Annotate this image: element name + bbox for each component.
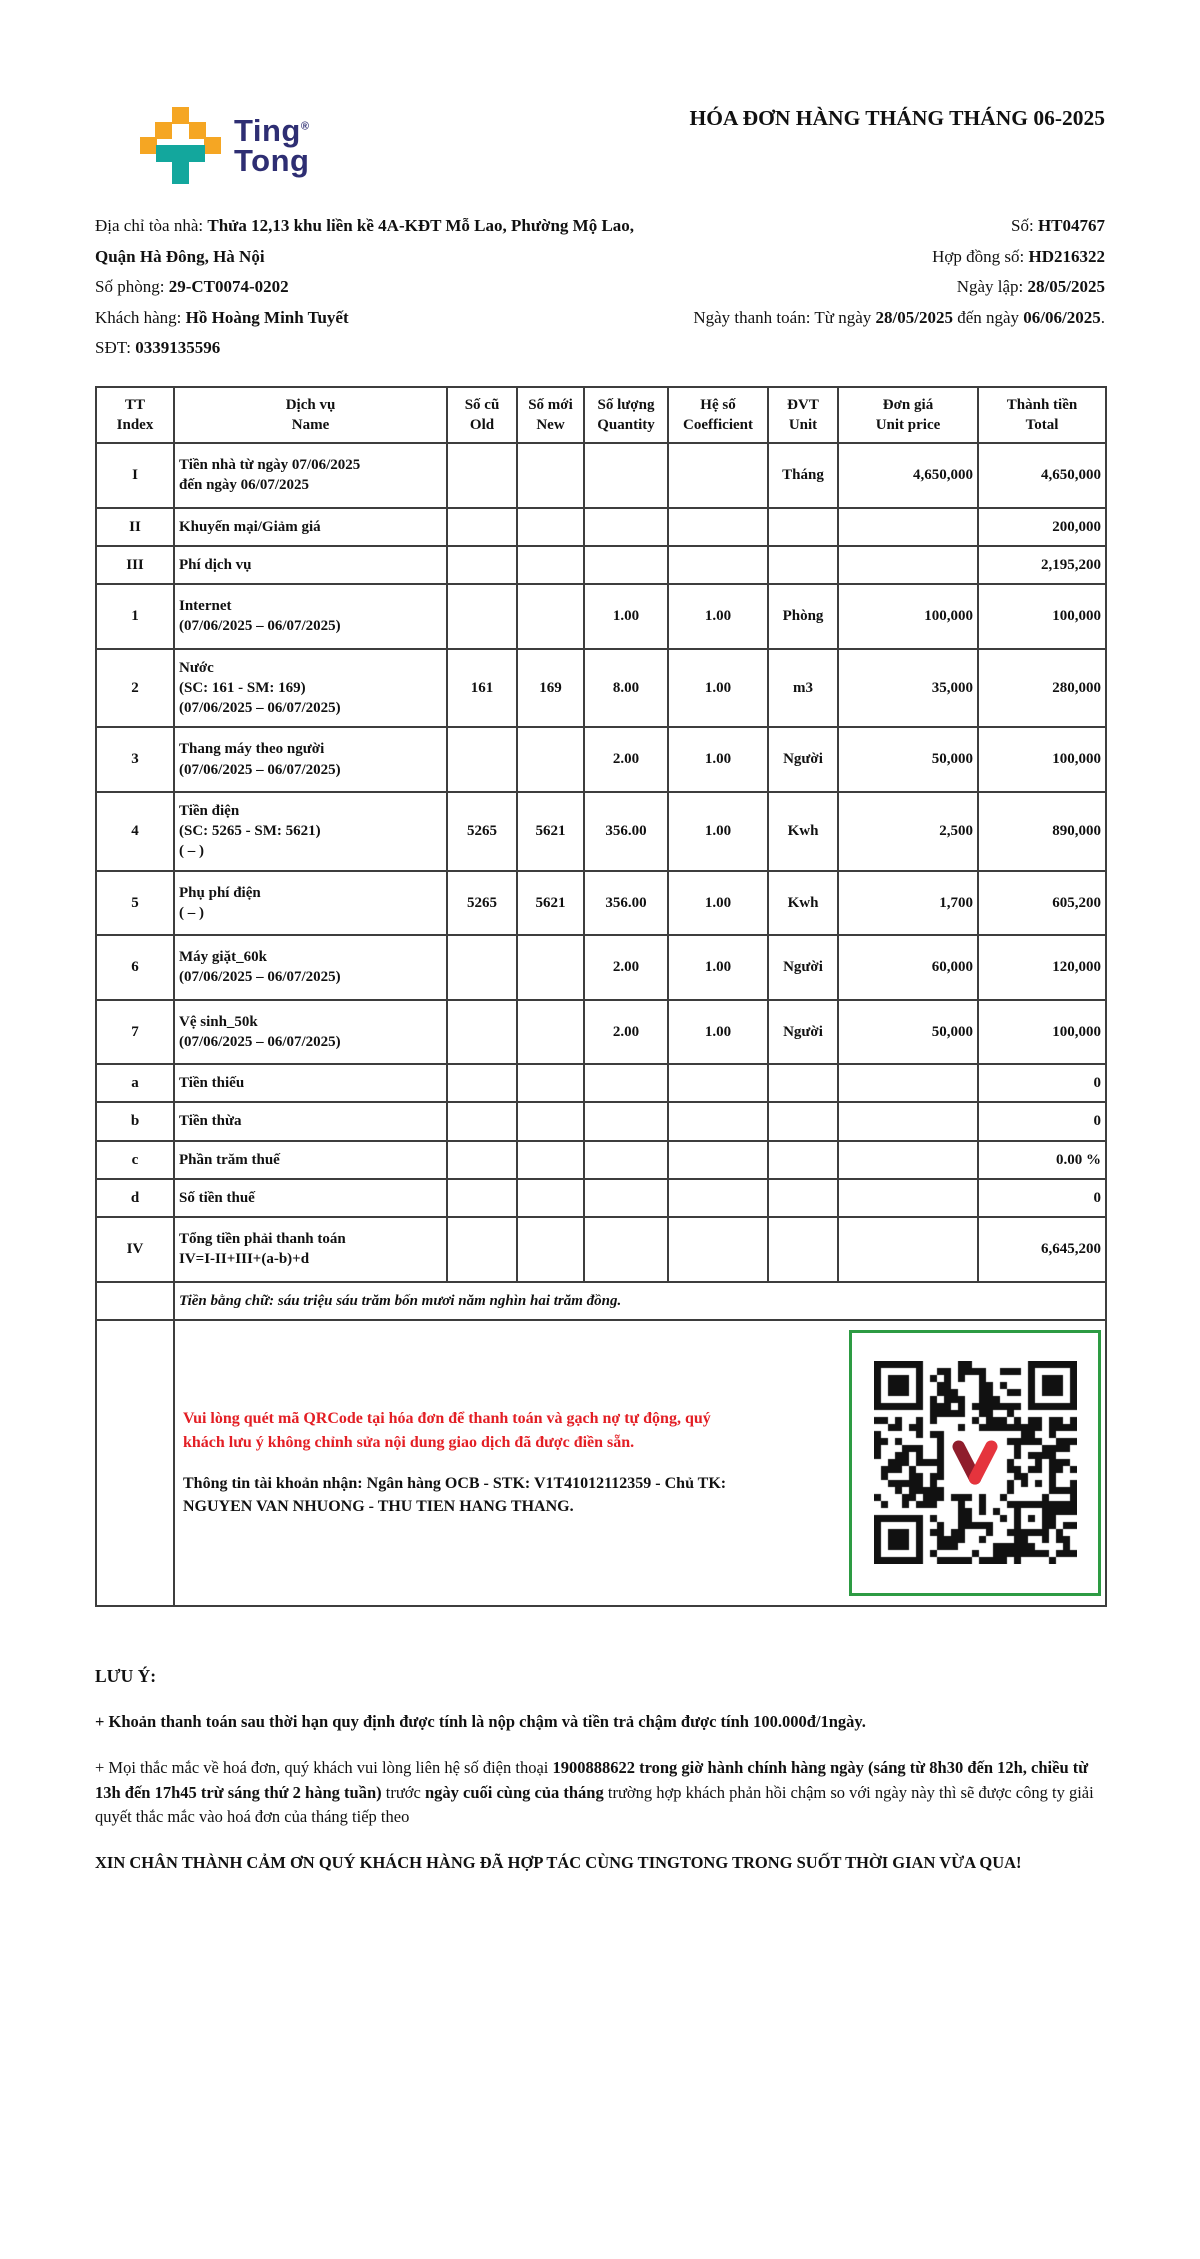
cell-coefficient: 1.00 bbox=[668, 584, 768, 649]
header-cell: Số cũ Old bbox=[447, 387, 517, 444]
cell-name: Phí dịch vụ bbox=[174, 546, 447, 584]
cell-name: Tiền nhà từ ngày 07/06/2025 đến ngày 06/07/2025 bbox=[174, 443, 447, 508]
amount-in-words bbox=[174, 1282, 1106, 1320]
cell-total: 0 bbox=[978, 1064, 1106, 1102]
cell-name: Tổng tiền phải thanh toán IV=I-II+III+(a-b)+d bbox=[174, 1217, 447, 1282]
text-segment: trước bbox=[381, 1782, 425, 1802]
table-row bbox=[96, 727, 1106, 792]
cell-coefficient bbox=[668, 1217, 768, 1282]
cell-old bbox=[447, 508, 517, 546]
cell-coefficient: 1.00 bbox=[668, 871, 768, 936]
tingtong-tree-icon bbox=[140, 107, 220, 185]
cell-coefficient: 1.00 bbox=[668, 649, 768, 728]
table-row bbox=[96, 792, 1106, 871]
cell-unit: Người bbox=[768, 727, 838, 792]
cell-old bbox=[447, 935, 517, 1000]
cell-old bbox=[447, 443, 517, 508]
cell-old: 5265 bbox=[447, 792, 517, 871]
qr-code bbox=[849, 1330, 1101, 1596]
cell-index: 1 bbox=[96, 584, 174, 649]
cell-unit: Người bbox=[768, 1000, 838, 1065]
cell-index: b bbox=[96, 1102, 174, 1140]
company-logo bbox=[140, 107, 309, 185]
info-line bbox=[95, 211, 660, 272]
cell-index: III bbox=[96, 546, 174, 584]
cell-total: 0.00 % bbox=[978, 1141, 1106, 1179]
cell-quantity bbox=[584, 443, 668, 508]
cell-coefficient: 1.00 bbox=[668, 727, 768, 792]
cell-total: 6,645,200 bbox=[978, 1217, 1106, 1282]
cell-coefficient bbox=[668, 508, 768, 546]
cell-unit bbox=[768, 546, 838, 584]
text-segment: NGUYEN VAN NHUONG - THU TIEN HANG THANG bbox=[183, 1497, 570, 1515]
cell-quantity: 8.00 bbox=[584, 649, 668, 728]
qr-row bbox=[96, 1320, 1106, 1606]
text-segment: 28/05/2025 bbox=[875, 307, 953, 327]
cell-index: IV bbox=[96, 1217, 174, 1282]
cell-name: Internet (07/06/2025 – 06/07/2025) bbox=[174, 584, 447, 649]
header bbox=[95, 95, 1105, 185]
notes-heading: LƯU Ý: bbox=[95, 1665, 157, 1686]
text-segment: . bbox=[569, 1497, 574, 1515]
cell-unit bbox=[768, 1217, 838, 1282]
cell-coefficient bbox=[668, 1064, 768, 1102]
table-row bbox=[96, 443, 1106, 508]
cell-unit-price bbox=[838, 1102, 978, 1140]
cell-unit-price: 1,700 bbox=[838, 871, 978, 936]
table-row bbox=[96, 1102, 1106, 1140]
cell-unit-price: 4,650,000 bbox=[838, 443, 978, 508]
table-row bbox=[96, 508, 1106, 546]
text-segment: V1T41012112359 bbox=[533, 1474, 652, 1492]
cell-new bbox=[517, 1000, 584, 1065]
cell-unit-price bbox=[838, 1141, 978, 1179]
text-segment: 28/05/2025 bbox=[1027, 277, 1105, 296]
cell-new: 169 bbox=[517, 649, 584, 728]
table-row bbox=[96, 1179, 1106, 1217]
cell-quantity: 1.00 bbox=[584, 584, 668, 649]
text-segment: SĐT: bbox=[95, 338, 136, 357]
registered-mark: ® bbox=[300, 120, 310, 133]
late-payment-note bbox=[95, 1710, 1105, 1735]
logo-text: Ting® Tong bbox=[234, 112, 310, 178]
info-left bbox=[95, 211, 660, 364]
cell-total: 605,200 bbox=[978, 871, 1106, 936]
cell-quantity bbox=[584, 1179, 668, 1217]
cell-name: Phần trăm thuế bbox=[174, 1141, 447, 1179]
text-segment: + Khoản thanh toán sau thời hạn quy định được tính là nộp chậm và tiền trả chậm được tính 100.000đ/1ngày. bbox=[95, 1712, 866, 1731]
cell-name: Khuyến mại/Giảm giá bbox=[174, 508, 447, 546]
info-line bbox=[95, 333, 660, 364]
cell-old bbox=[447, 1217, 517, 1282]
cell-total: 200,000 bbox=[978, 508, 1106, 546]
cell-new bbox=[517, 584, 584, 649]
header-cell: Đơn giá Unit price bbox=[838, 387, 978, 444]
cell-total: 0 bbox=[978, 1102, 1106, 1140]
cell-old bbox=[447, 1141, 517, 1179]
thanks-note bbox=[95, 1851, 1105, 1876]
cell-index: 2 bbox=[96, 649, 174, 728]
text-segment: sáu triệu sáu trăm bốn mươi năm nghìn hai trăm đồng. bbox=[277, 1292, 622, 1309]
qr-note-red: Vui lòng quét mã QRCode tại hóa đơn để thanh toán và gạch nợ tự động, quý khách lưu ý không chỉnh sửa nội dung giao dịch đã được điền sẵn. bbox=[183, 1410, 711, 1451]
cell-quantity bbox=[584, 508, 668, 546]
cell-coefficient bbox=[668, 546, 768, 584]
cell-new bbox=[517, 1064, 584, 1102]
cell-old bbox=[447, 1179, 517, 1217]
cell-name: Tiền thiếu bbox=[174, 1064, 447, 1102]
cell-name: Máy giặt_60k (07/06/2025 – 06/07/2025) bbox=[174, 935, 447, 1000]
info-line bbox=[660, 211, 1105, 242]
cell-new bbox=[517, 443, 584, 508]
cell-name: Phụ phí điện ( – ) bbox=[174, 871, 447, 936]
text-segment: Hợp đồng số: bbox=[932, 246, 1029, 266]
cell-unit: Tháng bbox=[768, 443, 838, 508]
cell-coefficient: 1.00 bbox=[668, 1000, 768, 1065]
cell-quantity bbox=[584, 1217, 668, 1282]
cell-quantity: 2.00 bbox=[584, 1000, 668, 1065]
cell-new bbox=[517, 1179, 584, 1217]
cell-total: 120,000 bbox=[978, 935, 1106, 1000]
cell-unit-price bbox=[838, 1179, 978, 1217]
cell-new bbox=[517, 1102, 584, 1140]
invoice-table bbox=[95, 386, 1107, 1607]
cell-old bbox=[447, 1102, 517, 1140]
header-cell: Hệ số Coefficient bbox=[668, 387, 768, 444]
text-segment: XIN CHÂN THÀNH CẢM ƠN QUÝ KHÁCH HÀNG ĐÃ HỢP TÁC CÙNG TINGTONG TRONG SUỐT THỜI GIAN VỪA QUA! bbox=[95, 1853, 1022, 1872]
info-line bbox=[660, 303, 1105, 334]
text-segment: Ngày thanh toán: Từ ngày bbox=[693, 307, 876, 327]
cell-unit-price: 2,500 bbox=[838, 792, 978, 871]
table-header bbox=[96, 387, 1106, 444]
header-cell: Số lượng Quantity bbox=[584, 387, 668, 444]
cell-unit-price bbox=[838, 508, 978, 546]
cell-unit: Kwh bbox=[768, 871, 838, 936]
cell-new: 5621 bbox=[517, 792, 584, 871]
cell-new bbox=[517, 935, 584, 1000]
cell-index: I bbox=[96, 443, 174, 508]
cell-index: 3 bbox=[96, 727, 174, 792]
page-title: HÓA ĐƠN HÀNG THÁNG THÁNG 06-2025 bbox=[689, 106, 1105, 130]
payment-instructions bbox=[179, 1407, 739, 1518]
cell-unit-price: 35,000 bbox=[838, 649, 978, 728]
header-cell: ĐVT Unit bbox=[768, 387, 838, 444]
cell-name: Tiền thừa bbox=[174, 1102, 447, 1140]
cell-total: 100,000 bbox=[978, 1000, 1106, 1065]
cell-unit-price bbox=[838, 1217, 978, 1282]
cell-coefficient: 1.00 bbox=[668, 792, 768, 871]
text-segment: Số phòng: bbox=[95, 277, 169, 296]
cell-new: 5621 bbox=[517, 871, 584, 936]
table-row bbox=[96, 1141, 1106, 1179]
cell-coefficient bbox=[668, 1141, 768, 1179]
cell-quantity: 2.00 bbox=[584, 935, 668, 1000]
cell-unit-price bbox=[838, 546, 978, 584]
cell-index: 7 bbox=[96, 1000, 174, 1065]
cell-name: Số tiền thuế bbox=[174, 1179, 447, 1217]
cell-new bbox=[517, 508, 584, 546]
cell-unit bbox=[768, 1064, 838, 1102]
cell-unit-price bbox=[838, 1064, 978, 1102]
cell-index: 4 bbox=[96, 792, 174, 871]
invoice-page bbox=[95, 0, 1105, 1876]
text-segment: Số: bbox=[1011, 216, 1038, 235]
text-segment: Địa chỉ tòa nhà: bbox=[95, 216, 208, 235]
cell-index: c bbox=[96, 1141, 174, 1179]
text-segment: + Mọi thắc mắc về hoá đơn, quý khách vui lòng liên hệ số điện thoại bbox=[95, 1757, 553, 1777]
cell-index: a bbox=[96, 1064, 174, 1102]
text-segment: Khách hàng: bbox=[95, 307, 186, 327]
text-segment: Tiền bằng chữ: bbox=[179, 1292, 278, 1309]
cell-name: Tiền điện (SC: 5265 - SM: 5621) ( – ) bbox=[174, 792, 447, 871]
cell-coefficient bbox=[668, 443, 768, 508]
text-segment: 1900888622 trong giờ hành chính hàng ngày (sáng từ 8h30 đến 12h, chiều từ 13h đến 17h45 trừ sáng thứ 2 hàng tuần) bbox=[95, 1757, 1089, 1802]
table-row bbox=[96, 935, 1106, 1000]
cell-unit: m3 bbox=[768, 649, 838, 728]
text-segment: 0339135596 bbox=[135, 338, 221, 357]
cell-quantity: 356.00 bbox=[584, 871, 668, 936]
amount-in-words-row bbox=[96, 1282, 1106, 1320]
cell-old bbox=[447, 584, 517, 649]
table-row bbox=[96, 584, 1106, 649]
header-cell: TT Index bbox=[96, 387, 174, 444]
text-segment: - Chủ TK: bbox=[651, 1474, 727, 1492]
text-segment: ngày cuối cùng của tháng bbox=[424, 1782, 604, 1802]
cell-new bbox=[517, 727, 584, 792]
cell-index: d bbox=[96, 1179, 174, 1217]
cell-quantity: 356.00 bbox=[584, 792, 668, 871]
cell-unit-price: 50,000 bbox=[838, 1000, 978, 1065]
cell-name: Vệ sinh_50k (07/06/2025 – 06/07/2025) bbox=[174, 1000, 447, 1065]
cell-unit-price: 60,000 bbox=[838, 935, 978, 1000]
footer-notes bbox=[95, 1663, 1105, 1876]
cell-old bbox=[447, 727, 517, 792]
text-segment: 06/06/2025 bbox=[1023, 307, 1101, 327]
text-segment: HT04767 bbox=[1037, 216, 1105, 235]
text-segment: HD216322 bbox=[1028, 246, 1105, 266]
cell-total: 4,650,000 bbox=[978, 443, 1106, 508]
cell-unit: Người bbox=[768, 935, 838, 1000]
text-segment: trường hợp khách phản hồi chậm so với ngày này thì sẽ được công ty giải quyết thắc mắc vào hoá đơn của tháng tiếp theo bbox=[95, 1782, 1094, 1827]
cell-new bbox=[517, 1217, 584, 1282]
text-segment: Thửa 12,13 khu liền kề 4A-KĐT Mỗ Lao, Phường Mộ Lao, Quận Hà Đông, Hà Nội bbox=[95, 216, 635, 266]
cell-name: Nước (SC: 161 - SM: 169) (07/06/2025 – 06/07/2025) bbox=[174, 649, 447, 728]
header-cell: Số mới New bbox=[517, 387, 584, 444]
table-row bbox=[96, 1217, 1106, 1282]
info-line bbox=[660, 242, 1105, 273]
info-line bbox=[660, 272, 1105, 303]
cell-old bbox=[447, 1000, 517, 1065]
cell-coefficient bbox=[668, 1102, 768, 1140]
cell-coefficient: 1.00 bbox=[668, 935, 768, 1000]
cell-total: 890,000 bbox=[978, 792, 1106, 871]
info-line bbox=[95, 272, 660, 303]
cell-unit bbox=[768, 508, 838, 546]
text-segment: Hồ Hoàng Minh Tuyết bbox=[185, 307, 349, 327]
cell-quantity: 2.00 bbox=[584, 727, 668, 792]
header-cell: Dịch vụ Name bbox=[174, 387, 447, 444]
contact-note bbox=[95, 1756, 1105, 1830]
cell-total: 100,000 bbox=[978, 584, 1106, 649]
cell-old bbox=[447, 546, 517, 584]
vietqr-v-icon bbox=[947, 1438, 1003, 1488]
cell-quantity bbox=[584, 1064, 668, 1102]
cell-old: 5265 bbox=[447, 871, 517, 936]
cell-quantity bbox=[584, 1141, 668, 1179]
text-segment: 29-CT0074-0202 bbox=[168, 277, 289, 296]
cell-unit bbox=[768, 1179, 838, 1217]
cell-unit-price: 50,000 bbox=[838, 727, 978, 792]
cell-unit: Phòng bbox=[768, 584, 838, 649]
cell-index: II bbox=[96, 508, 174, 546]
cell-unit-price: 100,000 bbox=[838, 584, 978, 649]
info-line bbox=[95, 303, 660, 334]
text-segment: đến ngày bbox=[952, 307, 1024, 327]
cell-unit bbox=[768, 1102, 838, 1140]
account-info bbox=[183, 1472, 739, 1518]
table-row bbox=[96, 1000, 1106, 1065]
cell-index: 5 bbox=[96, 871, 174, 936]
cell-old: 161 bbox=[447, 649, 517, 728]
cell-index: 6 bbox=[96, 935, 174, 1000]
cell-coefficient bbox=[668, 1179, 768, 1217]
text-segment: Ngày lập: bbox=[956, 277, 1028, 296]
cell-total: 2,195,200 bbox=[978, 546, 1106, 584]
cell-total: 0 bbox=[978, 1179, 1106, 1217]
table-row bbox=[96, 1064, 1106, 1102]
cell-old bbox=[447, 1064, 517, 1102]
text-segment: Thông tin tài khoản nhận: Ngân hàng OCB - STK: bbox=[183, 1474, 534, 1492]
info-right bbox=[660, 211, 1105, 364]
table-row bbox=[96, 871, 1106, 936]
cell-new bbox=[517, 1141, 584, 1179]
cell-total: 100,000 bbox=[978, 727, 1106, 792]
invoice-info bbox=[95, 211, 1105, 364]
cell-total: 280,000 bbox=[978, 649, 1106, 728]
header-cell: Thành tiền Total bbox=[978, 387, 1106, 444]
table-row bbox=[96, 649, 1106, 728]
cell-unit bbox=[768, 1141, 838, 1179]
cell-unit: Kwh bbox=[768, 792, 838, 871]
cell-name: Thang máy theo người (07/06/2025 – 06/07/2025) bbox=[174, 727, 447, 792]
text-segment: . bbox=[1100, 307, 1105, 327]
cell-quantity bbox=[584, 1102, 668, 1140]
table-row bbox=[96, 546, 1106, 584]
cell-new bbox=[517, 546, 584, 584]
cell-quantity bbox=[584, 546, 668, 584]
